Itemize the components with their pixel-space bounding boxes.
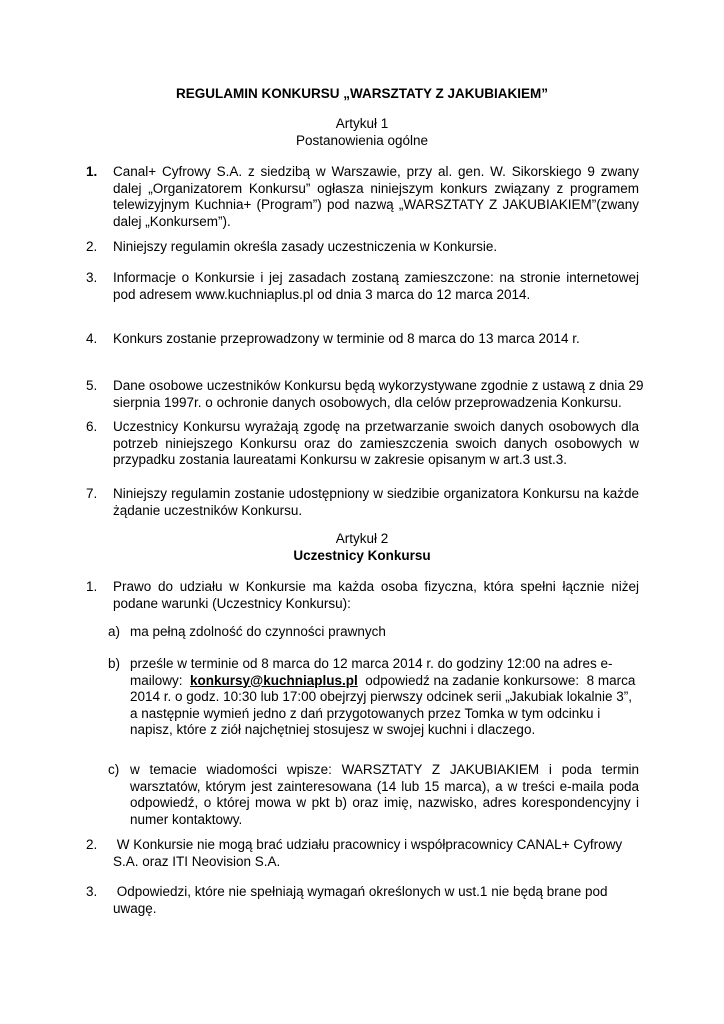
item-number: 2. (86, 239, 98, 254)
text-line: Odpowiedzi, które nie spełniają wymagań określonych w ust.1 nie będą brane pod (113, 884, 608, 899)
text-line: numer kontaktowy. (130, 811, 243, 827)
text-line: Niniejszy regulamin zostanie udostępniony w siedzibie organizatora Konkursu na każde (113, 486, 639, 501)
item-text (113, 486, 639, 519)
text-fragment: odpowiedź na zadanie konkursowe: 8 marca (357, 672, 636, 688)
text-line: warsztatów, którym jest zainteresowana (14 lub 15 marca), a w treści e-maila poda (130, 778, 639, 794)
sub-item-label: c) (108, 762, 120, 777)
text-line: telewizyjnym Kuchnia+ (Program”) pod nazwą „WARSZTATY Z JAKUBIAKIEM”(zwany (113, 197, 639, 212)
text-line: Konkurs zostanie przeprowadzony w terminie od 8 marca do 13 marca 2014 r. (113, 331, 580, 346)
item-number: 4. (86, 331, 98, 346)
text-line: podane warunki (Uczestnicy Konkursu): (113, 595, 351, 611)
text-line: potrzeb niniejszego Konkursu oraz do zamieszczenia swoich danych osobowych w (113, 435, 639, 451)
text-line: W Konkursie nie mogą brać udziału pracownicy i współpracownicy CANAL+ Cyfrowy (113, 837, 623, 852)
document-title: REGULAMIN KONKURSU „WARSZTATY Z JAKUBIAKIEM” (176, 86, 548, 101)
text-line: S.A. oraz ITI Neovision S.A. (113, 853, 281, 869)
text-line: Canal+ Cyfrowy S.A. z siedzibą w Warszawie, przy al. gen. W. Sikorskiego 9 zwany (113, 164, 639, 179)
text-line: pod adresem www.kuchniaplus.pl od dnia 3 marca do 12 marca 2014. (113, 286, 531, 302)
item-number: 6. (86, 419, 98, 434)
item-number: 3. (86, 270, 98, 285)
sub-item-label: b) (108, 656, 121, 671)
item-text (113, 239, 639, 256)
text-line-with-email (130, 673, 639, 690)
text-line: żądanie uczestników Konkursu. (113, 502, 303, 518)
text-line: ma pełną zdolność do czynności prawnych (130, 624, 386, 639)
item-text (113, 164, 639, 230)
item-text (113, 331, 639, 348)
text-line: Informacje o Konkursie i jej zasadach zostaną zamieszczone: na stronie internetowej (113, 270, 639, 285)
article-1-number: Artykuł 1 (335, 116, 389, 131)
article-2-subheading: Uczestnicy Konkursu (293, 547, 431, 563)
contest-email-link[interactable]: konkursy@kuchniaplus.pl (190, 672, 358, 688)
item-text (113, 579, 639, 612)
text-line: a następnie wymień jedno z dań przygotowanych przez Tomka w tym odcinku i (130, 705, 601, 721)
item-text (113, 837, 639, 870)
item-number: 5. (86, 378, 98, 393)
item-text (113, 884, 639, 917)
text-line: w temacie wiadomości wpisze: WARSZTATY Z JAKUBIAKIEM i poda termin (130, 762, 639, 777)
text-line: Uczestnicy Konkursu wyrażają zgodę na przetwarzanie swoich danych osobowych dla (113, 419, 639, 434)
text-line: 2014 r. o godz. 10:30 lub 17:00 obejrzyj pierwszy odcinek serii „Jakubiak lokalnie 3”, (130, 689, 633, 704)
text-line: Niniejszy regulamin określa zasady uczestniczenia w Konkursie. (113, 239, 498, 254)
item-text (113, 419, 639, 469)
item-number: 1. (86, 164, 98, 179)
text-line: prześle w terminie od 8 marca do 12 marca 2014 r. do godziny 12:00 na adres e- (130, 656, 613, 671)
article-2-heading (0, 531, 724, 564)
text-line: Dane osobowe uczestników Konkursu będą wykorzystywane zgodnie z ustawą z dnia 29 (113, 378, 644, 393)
sub-item-label: a) (108, 624, 121, 639)
item-text (113, 270, 639, 303)
item-number: 1. (86, 579, 98, 594)
sub-item-text (130, 762, 639, 828)
text-line: sierpnia 1997r. o ochronie danych osobowych, dla celów przeprowadzenia Konkursu. (113, 394, 622, 410)
article-1-subheading: Postanowienia ogólne (295, 132, 429, 148)
item-text (113, 378, 644, 411)
item-number: 7. (86, 486, 98, 501)
text-line: dalej „Organizatorem Konkursu” ogłasza niniejszym konkurs związany z programem (113, 180, 639, 196)
item-number: 3. (86, 884, 98, 899)
text-line: dalej „Konkursem”). (113, 213, 231, 229)
item-number: 2. (86, 837, 98, 852)
text-line: Prawo do udziału w Konkursie ma każda osoba fizyczna, która spełni łącznie niżej (113, 579, 639, 594)
sub-item-text (130, 656, 639, 739)
text-fragment: mailowy: (130, 672, 191, 688)
sub-item-text (130, 624, 639, 641)
article-1-heading (0, 116, 724, 149)
text-line: uwagę. (113, 900, 157, 916)
text-line: odpowiedź, o której mowa w pkt b) oraz imię, nazwisko, adres korespondencyjny i (130, 795, 639, 810)
text-line: przypadku zostania laureatami Konkursu w zakresie opisanym w art.3 ust.3. (113, 452, 567, 467)
article-2-number: Artykuł 2 (335, 531, 389, 546)
text-line: napisz, które z ziół najchętniej stosujesz w swojej kuchni i dlaczego. (130, 722, 536, 737)
